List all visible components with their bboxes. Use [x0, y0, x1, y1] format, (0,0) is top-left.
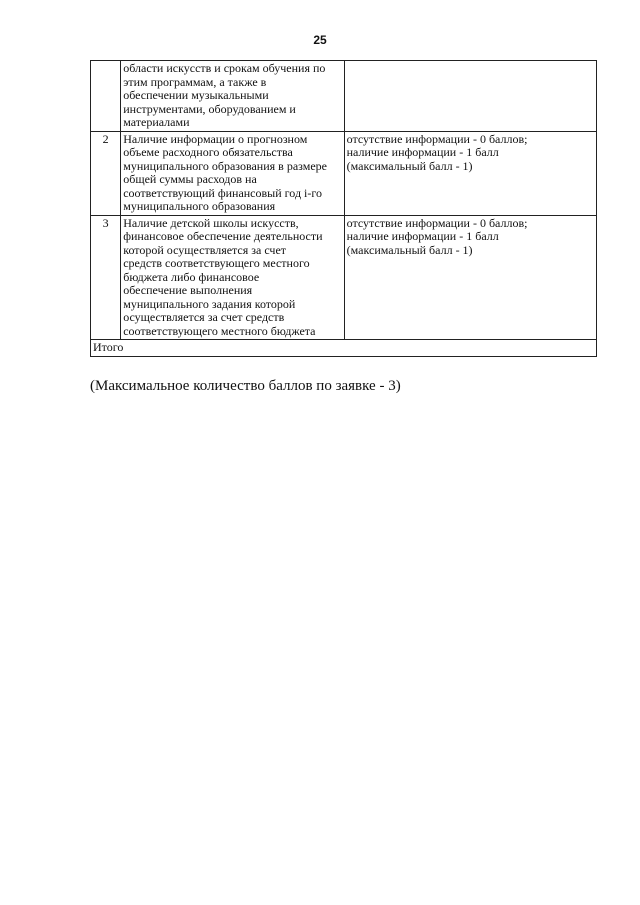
- criterion-description: [121, 215, 344, 340]
- description-line: инструментами, оборудованием и: [123, 101, 296, 116]
- description-line: соответствующий финансовый год i-го: [123, 185, 322, 200]
- description-line: области искусств и срокам обучения по: [123, 61, 326, 75]
- description-line: Наличие детской школы искусств,: [123, 215, 299, 230]
- description-line: которой осуществляется за счет: [123, 242, 287, 257]
- score-line: отсутствие информации - 0 баллов;: [346, 131, 528, 146]
- total-row: [91, 340, 597, 357]
- description-line: этим программам, а также в: [123, 74, 267, 89]
- scoring-rule: [344, 61, 596, 132]
- score-line: наличие информации - 1 балл: [346, 145, 499, 159]
- scoring-rule: [344, 131, 596, 215]
- description-line: Наличие информации о прогнозном: [123, 131, 308, 146]
- description-line: объеме расходного обязательства: [123, 145, 293, 159]
- description-line: материалами: [123, 115, 190, 129]
- total-label: Итого: [91, 340, 597, 357]
- description-line: осуществляется за счет средств: [123, 310, 285, 324]
- row-number: 2: [91, 131, 121, 215]
- score-line: отсутствие информации - 0 баллов;: [346, 215, 528, 230]
- description-line: обеспечении музыкальными: [123, 88, 269, 102]
- table-row: [91, 61, 597, 132]
- max-score-note: (Максимальное количество баллов по заявке - 3): [90, 378, 401, 394]
- description-line: муниципального образования в размере: [123, 158, 327, 173]
- table-row: [91, 215, 597, 340]
- scoring-rule: [344, 215, 596, 340]
- description-line: бюджета либо финансовое: [123, 269, 260, 284]
- description-line: муниципального задания которой: [123, 296, 296, 311]
- description-line: обеспечение выполнения: [123, 283, 253, 297]
- description-line: общей суммы расходов на: [123, 172, 257, 186]
- description-line: соответствующего местного бюджета: [123, 323, 316, 338]
- score-line: наличие информации - 1 балл: [346, 229, 499, 243]
- description-line: финансовое обеспечение деятельности: [123, 229, 323, 243]
- description-line: средств соответствующего местного: [123, 256, 310, 270]
- row-number: 3: [91, 215, 121, 340]
- criterion-description: [121, 131, 344, 215]
- score-line: (максимальный балл - 1): [346, 158, 473, 173]
- criteria-table: [90, 60, 597, 357]
- table-row: [91, 131, 597, 215]
- description-line: муниципального образования: [123, 199, 276, 213]
- criterion-description: [121, 61, 344, 132]
- page-number: 25: [313, 33, 327, 47]
- score-line: (максимальный балл - 1): [346, 242, 473, 257]
- row-number: [91, 61, 121, 132]
